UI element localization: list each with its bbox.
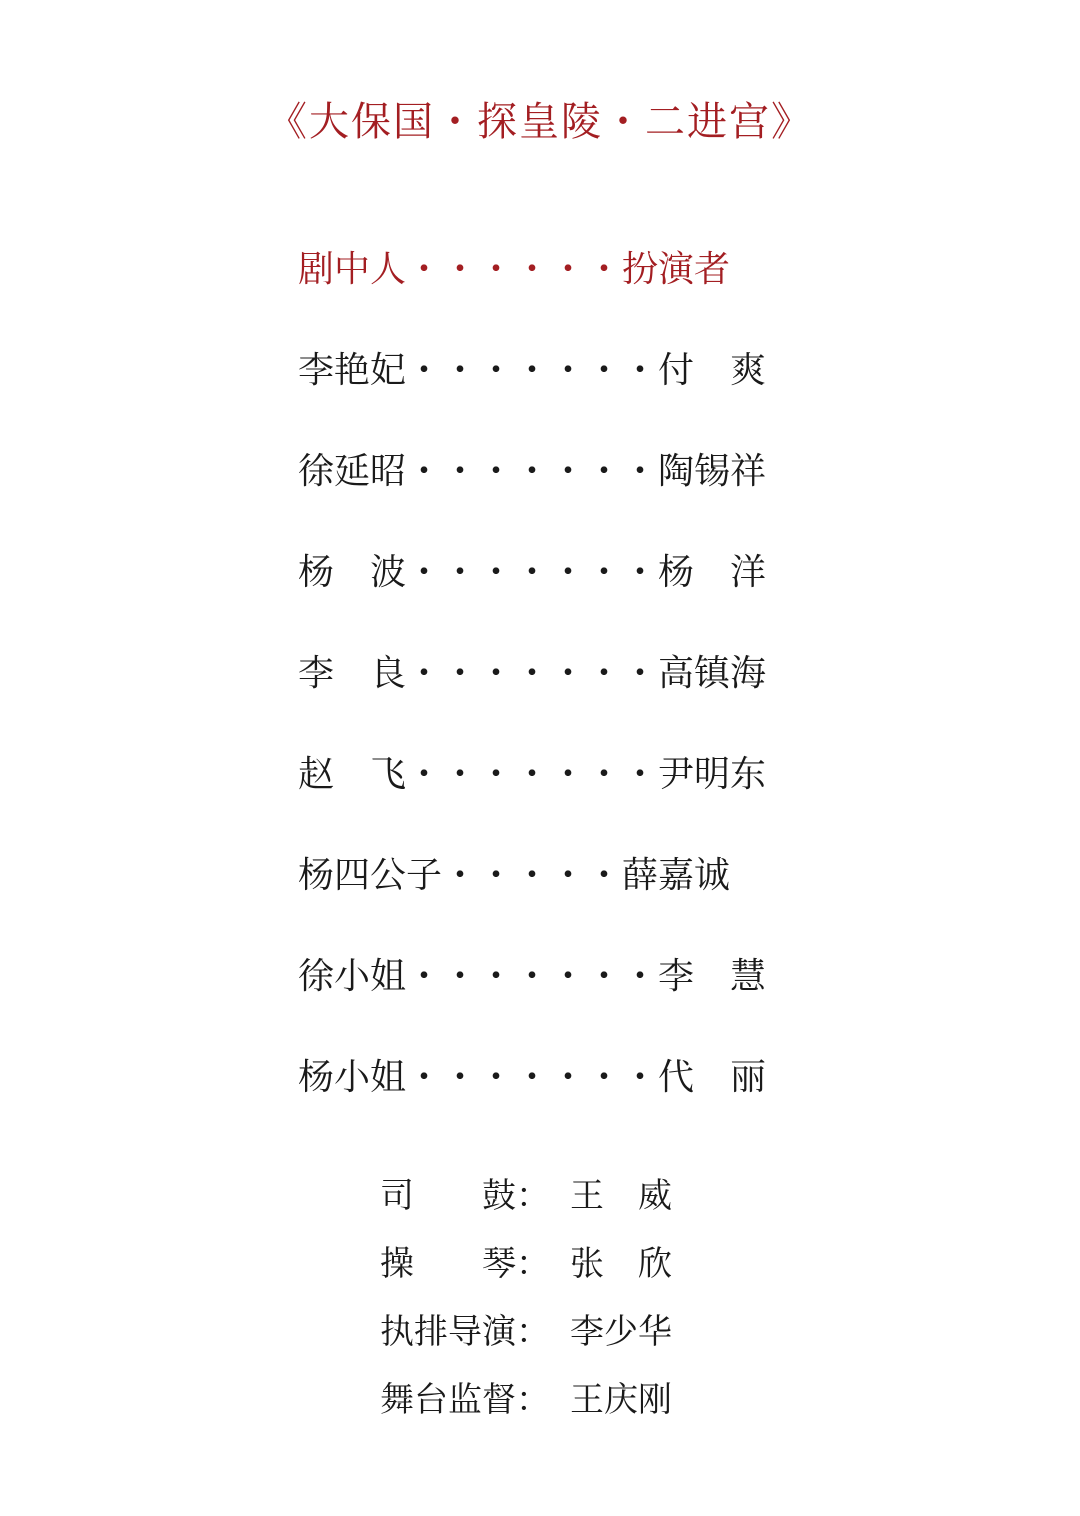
character-name: 李艳妃 bbox=[298, 350, 407, 391]
actor-name: 李 慧 bbox=[658, 956, 767, 997]
cast-header-dots: ・・・・・・ bbox=[406, 249, 623, 290]
program-title: 《大保国・探皇陵・二进宫》 bbox=[267, 99, 813, 145]
cast-row bbox=[298, 745, 778, 846]
leader-dots: ・・・・・・・ bbox=[406, 956, 659, 997]
crew-name: 张 欣 bbox=[570, 1244, 672, 1284]
character-name: 杨 波 bbox=[298, 552, 407, 593]
leader-dots: ・・・・・・・ bbox=[406, 350, 659, 391]
crew-role: 操 琴： bbox=[380, 1244, 550, 1284]
leader-dots: ・・・・・ bbox=[442, 855, 623, 896]
leader-dots: ・・・・・・・ bbox=[406, 754, 659, 795]
character-name: 徐延昭 bbox=[298, 451, 407, 492]
crew-list bbox=[380, 1168, 740, 1440]
crew-role: 舞台监督： bbox=[380, 1380, 550, 1420]
leader-dots: ・・・・・・・ bbox=[406, 653, 659, 694]
cast-row bbox=[298, 947, 778, 1048]
cast-row bbox=[298, 341, 778, 442]
actor-name: 尹明东 bbox=[658, 754, 767, 795]
cast-header-actor: 扮演者 bbox=[622, 249, 731, 290]
character-name: 杨四公子 bbox=[298, 855, 443, 896]
cast-row bbox=[298, 644, 778, 745]
leader-dots: ・・・・・・・ bbox=[406, 552, 659, 593]
crew-name: 王庆刚 bbox=[570, 1380, 672, 1420]
crew-name: 王 威 bbox=[570, 1176, 672, 1216]
character-name: 李 良 bbox=[298, 653, 407, 694]
actor-name: 代 丽 bbox=[658, 1057, 767, 1098]
cast-row bbox=[298, 442, 778, 543]
crew-row bbox=[380, 1168, 740, 1236]
cast-row bbox=[298, 543, 778, 644]
actor-name: 高镇海 bbox=[658, 653, 767, 694]
actor-name: 杨 洋 bbox=[658, 552, 767, 593]
actor-name: 陶锡祥 bbox=[658, 451, 767, 492]
cast-row bbox=[298, 1048, 778, 1149]
cast-row bbox=[298, 846, 778, 947]
leader-dots: ・・・・・・・ bbox=[406, 451, 659, 492]
character-name: 赵 飞 bbox=[298, 754, 407, 795]
crew-row bbox=[380, 1304, 740, 1372]
cast-list bbox=[298, 240, 778, 1149]
character-name: 徐小姐 bbox=[298, 956, 407, 997]
actor-name: 付 爽 bbox=[658, 350, 767, 391]
character-name: 杨小姐 bbox=[298, 1057, 407, 1098]
crew-role: 执排导演： bbox=[380, 1312, 550, 1352]
leader-dots: ・・・・・・・ bbox=[406, 1057, 659, 1098]
cast-header-role: 剧中人 bbox=[298, 249, 407, 290]
crew-role: 司 鼓： bbox=[380, 1176, 550, 1216]
crew-name: 李少华 bbox=[570, 1312, 672, 1352]
cast-header-row bbox=[298, 240, 778, 341]
crew-row bbox=[380, 1236, 740, 1304]
actor-name: 薛嘉诚 bbox=[622, 855, 731, 896]
crew-row bbox=[380, 1372, 740, 1440]
